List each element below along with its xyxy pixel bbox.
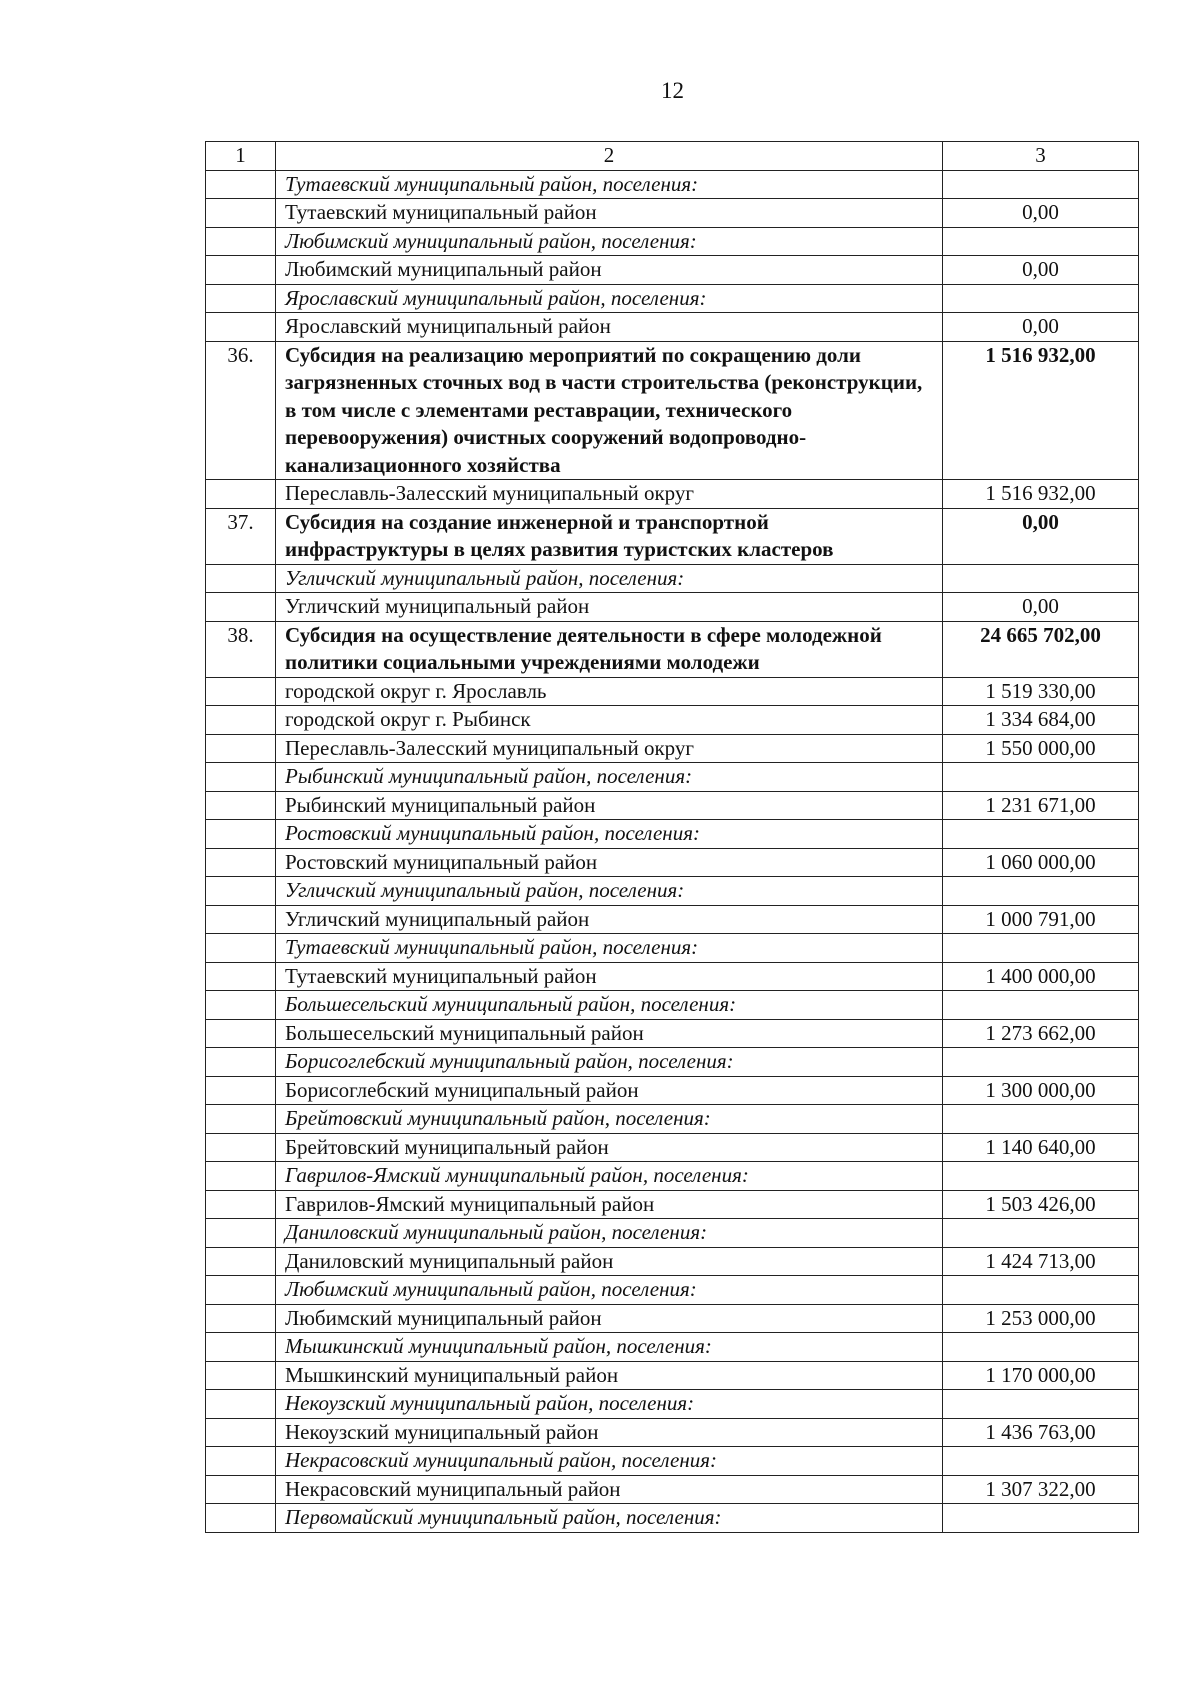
table-row [206, 934, 1139, 963]
row-name: Угличский муниципальный район [276, 905, 943, 934]
row-number [206, 1105, 276, 1134]
row-number [206, 1162, 276, 1191]
row-amount [943, 763, 1139, 792]
row-amount: 1 424 713,00 [943, 1247, 1139, 1276]
column-header-1: 1 [206, 142, 276, 171]
table-row [206, 1361, 1139, 1390]
row-name: Субсидия на создание инженерной и транспортной инфраструктуры в целях развития туристских кластеров [276, 508, 943, 564]
row-name: Даниловский муниципальный район, поселения: [276, 1219, 943, 1248]
table-row [206, 706, 1139, 735]
row-number [206, 848, 276, 877]
row-name: городской округ г. Ярославль [276, 677, 943, 706]
row-number [206, 1190, 276, 1219]
row-amount [943, 284, 1139, 313]
row-name: Гаврилов-Ямский муниципальный район [276, 1190, 943, 1219]
row-name: Угличский муниципальный район, поселения: [276, 564, 943, 593]
table-row [206, 1076, 1139, 1105]
row-number [206, 593, 276, 622]
row-number [206, 256, 276, 285]
column-header-2: 2 [276, 142, 943, 171]
table-row [206, 508, 1139, 564]
row-number [206, 1390, 276, 1419]
table-row [206, 962, 1139, 991]
row-number [206, 1418, 276, 1447]
table-row [206, 1333, 1139, 1362]
row-amount: 1 253 000,00 [943, 1304, 1139, 1333]
row-amount: 1 400 000,00 [943, 962, 1139, 991]
table-row [206, 1504, 1139, 1533]
table-row [206, 341, 1139, 480]
row-number [206, 905, 276, 934]
row-number: 37. [206, 508, 276, 564]
table-row [206, 593, 1139, 622]
row-number [206, 791, 276, 820]
row-name: Угличский муниципальный район [276, 593, 943, 622]
table-body [206, 142, 1139, 1533]
row-amount [943, 1333, 1139, 1362]
row-amount: 0,00 [943, 593, 1139, 622]
row-name: Гаврилов-Ямский муниципальный район, поселения: [276, 1162, 943, 1191]
row-number [206, 480, 276, 509]
table-row [206, 820, 1139, 849]
table-row [206, 1190, 1139, 1219]
table-row [206, 621, 1139, 677]
table-row [206, 1475, 1139, 1504]
row-number: 38. [206, 621, 276, 677]
table-row [206, 1304, 1139, 1333]
row-name: Рыбинский муниципальный район [276, 791, 943, 820]
row-number [206, 1133, 276, 1162]
row-number [206, 1076, 276, 1105]
row-amount: 1 140 640,00 [943, 1133, 1139, 1162]
table-row [206, 227, 1139, 256]
row-name: Переславль-Залесский муниципальный округ [276, 480, 943, 509]
table-row [206, 1019, 1139, 1048]
row-name: Субсидия на осуществление деятельности в сфере молодежной политики социальными учреждениями молодежи [276, 621, 943, 677]
table-row [206, 1048, 1139, 1077]
row-number [206, 1048, 276, 1077]
row-amount [943, 1390, 1139, 1419]
row-number [206, 677, 276, 706]
row-name: Любимский муниципальный район [276, 256, 943, 285]
row-name: Большесельский муниципальный район [276, 1019, 943, 1048]
row-amount: 1 000 791,00 [943, 905, 1139, 934]
row-name: Любимский муниципальный район [276, 1304, 943, 1333]
row-number [206, 313, 276, 342]
row-number [206, 227, 276, 256]
row-amount: 1 300 000,00 [943, 1076, 1139, 1105]
table-row [206, 877, 1139, 906]
row-amount: 1 231 671,00 [943, 791, 1139, 820]
row-number [206, 1361, 276, 1390]
table-row [206, 256, 1139, 285]
table-row [206, 1418, 1139, 1447]
row-name: Рыбинский муниципальный район, поселения: [276, 763, 943, 792]
table-row [206, 905, 1139, 934]
table-row [206, 564, 1139, 593]
row-amount: 0,00 [943, 313, 1139, 342]
row-number [206, 1475, 276, 1504]
row-number [206, 706, 276, 735]
row-number [206, 962, 276, 991]
row-number [206, 284, 276, 313]
row-number [206, 1247, 276, 1276]
table-row [206, 1162, 1139, 1191]
row-amount [943, 1504, 1139, 1533]
row-name: Ростовский муниципальный район, поселения: [276, 820, 943, 849]
row-amount: 1 516 932,00 [943, 480, 1139, 509]
row-name: Некоузский муниципальный район, поселения: [276, 1390, 943, 1419]
row-amount [943, 1447, 1139, 1476]
row-name: Большесельский муниципальный район, поселения: [276, 991, 943, 1020]
row-amount [943, 227, 1139, 256]
row-name: Брейтовский муниципальный район, поселения: [276, 1105, 943, 1134]
row-name: Ростовский муниципальный район [276, 848, 943, 877]
row-amount: 1 307 322,00 [943, 1475, 1139, 1504]
row-name: Переславль-Залесский муниципальный округ [276, 734, 943, 763]
page-number: 12 [661, 78, 684, 103]
row-name: Мышкинский муниципальный район, поселения: [276, 1333, 943, 1362]
table-row [206, 677, 1139, 706]
row-number [206, 170, 276, 199]
row-name: Первомайский муниципальный район, поселения: [276, 1504, 943, 1533]
row-amount [943, 1276, 1139, 1305]
row-name: Даниловский муниципальный район [276, 1247, 943, 1276]
row-amount: 0,00 [943, 256, 1139, 285]
table-row [206, 480, 1139, 509]
row-number [206, 1304, 276, 1333]
row-name: Любимский муниципальный район, поселения: [276, 227, 943, 256]
row-amount [943, 1048, 1139, 1077]
row-name: Некрасовский муниципальный район, поселения: [276, 1447, 943, 1476]
row-amount: 24 665 702,00 [943, 621, 1139, 677]
row-name: Брейтовский муниципальный район [276, 1133, 943, 1162]
row-amount [943, 564, 1139, 593]
row-name: Любимский муниципальный район, поселения: [276, 1276, 943, 1305]
row-number [206, 763, 276, 792]
row-amount: 1 060 000,00 [943, 848, 1139, 877]
row-number [206, 1504, 276, 1533]
row-amount [943, 991, 1139, 1020]
table-row [206, 1105, 1139, 1134]
table-header-row [206, 142, 1139, 171]
row-name: Некрасовский муниципальный район [276, 1475, 943, 1504]
row-amount [943, 1219, 1139, 1248]
row-name: городской округ г. Рыбинск [276, 706, 943, 735]
table-row [206, 199, 1139, 228]
row-number [206, 934, 276, 963]
row-amount: 0,00 [943, 199, 1139, 228]
row-name: Борисоглебский муниципальный район, поселения: [276, 1048, 943, 1077]
table-row [206, 1219, 1139, 1248]
row-number [206, 199, 276, 228]
row-amount [943, 934, 1139, 963]
row-number [206, 820, 276, 849]
table-row [206, 284, 1139, 313]
row-name: Угличский муниципальный район, поселения: [276, 877, 943, 906]
row-number [206, 1219, 276, 1248]
table-row [206, 1276, 1139, 1305]
table-row [206, 1447, 1139, 1476]
row-amount: 1 519 330,00 [943, 677, 1139, 706]
row-name: Некоузский муниципальный район [276, 1418, 943, 1447]
row-number [206, 734, 276, 763]
row-number [206, 991, 276, 1020]
table-row [206, 1133, 1139, 1162]
row-name: Субсидия на реализацию мероприятий по сокращению доли загрязненных сточных вод в части строительства (реконструкции, в том числе с элементами реставрации, технического перевооружения) очистных сооружений водопроводно-канализационного хозяйства [276, 341, 943, 480]
row-amount: 1 516 932,00 [943, 341, 1139, 480]
row-amount: 1 170 000,00 [943, 1361, 1139, 1390]
row-amount [943, 1105, 1139, 1134]
row-number [206, 1019, 276, 1048]
row-name: Ярославский муниципальный район [276, 313, 943, 342]
row-amount: 1 334 684,00 [943, 706, 1139, 735]
row-number [206, 564, 276, 593]
row-number: 36. [206, 341, 276, 480]
table-row [206, 313, 1139, 342]
row-number [206, 1333, 276, 1362]
table-row [206, 734, 1139, 763]
row-name: Тутаевский муниципальный район [276, 962, 943, 991]
row-amount: 0,00 [943, 508, 1139, 564]
row-amount [943, 1162, 1139, 1191]
row-name: Тутаевский муниципальный район, поселения: [276, 170, 943, 199]
table-row [206, 991, 1139, 1020]
table-row [206, 170, 1139, 199]
row-name: Тутаевский муниципальный район [276, 199, 943, 228]
table-row [206, 791, 1139, 820]
row-name: Борисоглебский муниципальный район [276, 1076, 943, 1105]
row-number [206, 877, 276, 906]
subsidy-table [205, 141, 1139, 1533]
row-number [206, 1447, 276, 1476]
table-row [206, 848, 1139, 877]
row-amount: 1 273 662,00 [943, 1019, 1139, 1048]
table-row [206, 1247, 1139, 1276]
row-name: Тутаевский муниципальный район, поселения: [276, 934, 943, 963]
table-row [206, 1390, 1139, 1419]
row-amount: 1 550 000,00 [943, 734, 1139, 763]
row-amount: 1 503 426,00 [943, 1190, 1139, 1219]
column-header-3: 3 [943, 142, 1139, 171]
row-amount [943, 877, 1139, 906]
row-amount [943, 820, 1139, 849]
row-number [206, 1276, 276, 1305]
row-amount: 1 436 763,00 [943, 1418, 1139, 1447]
row-amount [943, 170, 1139, 199]
row-name: Мышкинский муниципальный район [276, 1361, 943, 1390]
row-name: Ярославский муниципальный район, поселения: [276, 284, 943, 313]
table-row [206, 763, 1139, 792]
